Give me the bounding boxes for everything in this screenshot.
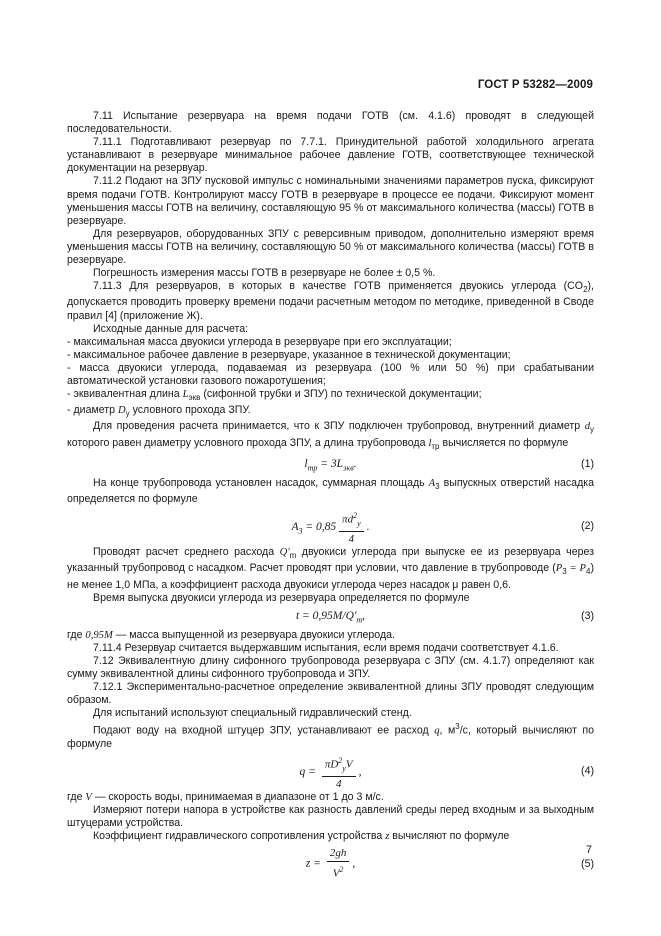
formula-number: (5) xyxy=(581,857,594,870)
formula-2: $A_3 = 0,85$ $\frac{\pi d^2_y}{4}$ . (2) xyxy=(291,511,594,546)
paragraph: На конце трубопровода установлен насадок, суммарная площадь $A_3$ выпускных отверстий насадка определяется по формуле xyxy=(67,476,595,506)
formula-number: (3) xyxy=(581,609,594,622)
formula-4: q = $\frac{\pi D^2_yV}{4}$ , (4) xyxy=(299,756,594,791)
list-item: - масса двуокиси углерода, подаваемая из резервуара (100 % или 50 %) при срабатывании автоматической установки газового пожаротушения; xyxy=(67,361,594,387)
paragraph: 7.11 Испытание резервуара на время подачи ГОТВ (см. 4.1.6) проводят в следующей последовательности. xyxy=(67,110,594,136)
paragraph: Для испытаний используют специальный гидравлический стенд. xyxy=(93,707,412,720)
paragraph: Измеряют потери напора в устройстве как разность давлений среды перед входным и за выходным штуцерами устройства. xyxy=(67,804,594,830)
list-item: - максимальное рабочее давление в резервуаре, указанное в технической документации; xyxy=(67,348,511,361)
formula-number: (4) xyxy=(581,765,594,778)
paragraph: 7.11.2 Подают на ЗПУ пусковой импульс с номинальными значениями параметров пуска, фиксируют время подачи ГОТВ. Контролируют массу ГОТВ в резервуаре в процессе ее подачи. Фиксируют момент уменьшения массы ГОТВ на величину, составляющую 95 % от максимального количества (массы) ГОТВ в резервуаре. xyxy=(67,175,594,227)
paragraph: Для резервуаров, оборудованных ЗПУ с реверсивным приводом, дополнительно измеряют время уменьшения массы ГОТВ на величину, составляющую 50 % от максимального количества (массы) ГОТВ в резервуаре. xyxy=(67,227,594,267)
paragraph: Подают воду на входной штуцер ЗПУ, устанавливают ее расход q, $м^3/с$, который вычисляют по формуле xyxy=(67,722,595,751)
paragraph: Для проведения расчета принимается, что к ЗПУ подключен трубопровод, внутренний диаметр $d_y$ которого равен диаметру условного прохода ЗПУ, а длина трубопровода $l_{тр}$ вычисляется по формуле xyxy=(67,420,594,451)
list-item: - максимальная масса двуокиси углерода в резервуаре при его эксплуатации; xyxy=(67,335,452,348)
paragraph: 7.11.1 Подготавливают резервуар по 7.7.1. Принудительной работой холодильного агрегата устанавливают в резервуаре минимальное рабочее давление ГОТВ, соответствующее технической документации на резервуар. xyxy=(67,136,594,175)
formula-1: $l_{тр} = 3L_{экв}$. (1) xyxy=(304,457,594,473)
paragraph: Погрешность измерения массы ГОТВ в резервуаре не более ± 0,5 %. xyxy=(93,267,436,280)
paragraph: Проводят расчет среднего расхода $Q'_m$ двуокиси углерода при выпуске ее из резервуара через указанный трубопровод с насадком. Расчет проводят при условии, что давление в трубопроводе $(P_3 = P_4)$ не менее 1,0 МПа, а коэффициент расхода двуокиси углерода через насадок μ равен 0,6. xyxy=(67,546,594,591)
paragraph: 7.12 Эквивалентную длину сифонного трубопровода резервуара с ЗПУ (см. 4.1.7) определяют как сумму эквивалентной длины сифонного трубопровода и ЗПУ. xyxy=(67,654,594,681)
paragraph: 7.11.3 Для резервуаров, в которых в качестве ГОТВ применяется двуокись углерода $(CO_2)$, допускается проводить проверку времени подачи расчетным методом по методике, приведенной в Своде правил [4] (приложение Ж). xyxy=(67,280,594,322)
page-body xyxy=(67,110,594,884)
list-item: - эквивалентная длина $L_{экв}$ (сифонной трубки и ЗПУ) по технической документации; xyxy=(67,388,482,403)
list-item: - диаметр $D_y$ условного прохода ЗПУ. xyxy=(67,404,251,419)
formula-number: (2) xyxy=(581,520,594,533)
formula-3: $t = 0,95M/Q'_m$, (3) xyxy=(295,609,594,625)
paragraph: Коэффициент гидравлического сопротивления устройства z вычисляют по формуле xyxy=(93,830,510,843)
formula-5: z = $\frac{2gh}{V^2}$ , (5) xyxy=(305,846,594,880)
document-header: ГОСТ Р 53282—2009 xyxy=(477,79,593,91)
paragraph: 7.11.4 Резервуар считается выдержавшим испытания, если время подачи соответствует 4.1.6. xyxy=(93,641,559,654)
paragraph: Время выпуска двуокиси углерода из резервуара определяется по формуле xyxy=(93,591,470,604)
paragraph: 7.12.1 Экспериментально-расчетное определение эквивалентной длины ЗПУ проводят следующим образом. xyxy=(67,681,594,707)
formula-number: (1) xyxy=(581,457,594,470)
paragraph: где V — скорость воды, принимаемая в диапазоне от 1 до 3 м/с. xyxy=(67,791,384,804)
paragraph: где 0,95M — масса выпущенной из резервуара двуокиси углерода. xyxy=(67,628,395,641)
page-number: 7 xyxy=(585,844,592,856)
paragraph: Исходные данные для расчета: xyxy=(93,322,249,335)
